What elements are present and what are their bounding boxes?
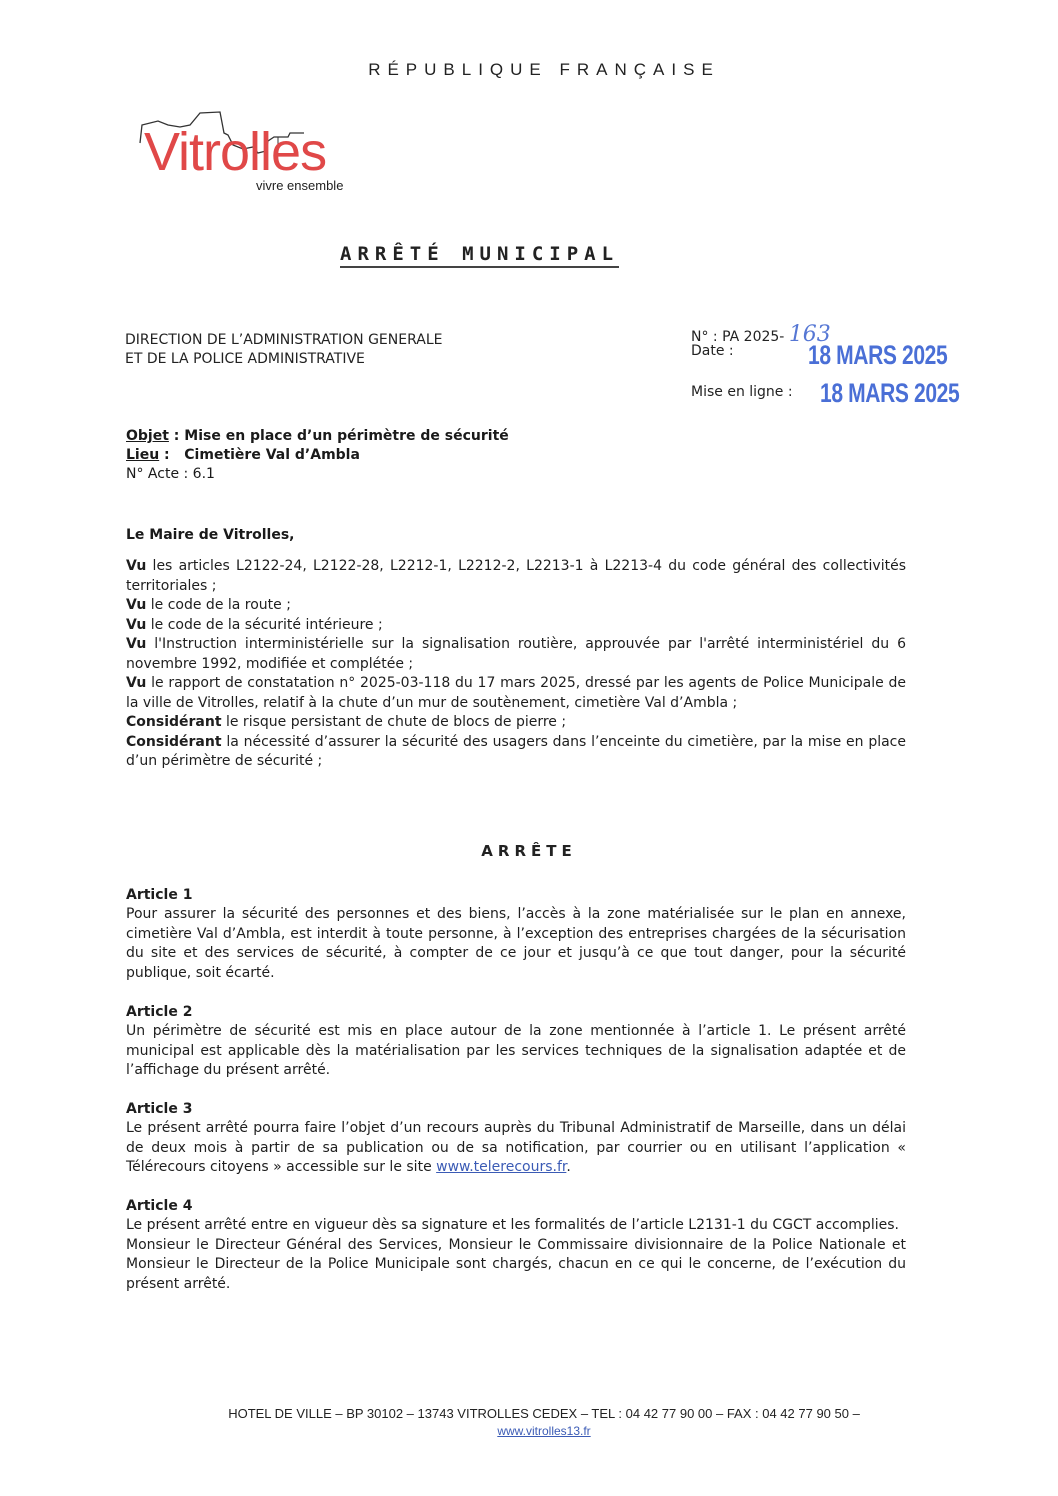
article-title: Article 1 (126, 887, 193, 903)
visa-item (126, 557, 906, 596)
date-stamp-wrap (808, 340, 987, 371)
logo-tagline: vivre ensemble (256, 178, 344, 193)
lieu-line (126, 446, 509, 465)
article-text-wrap (126, 1119, 906, 1178)
republique-francaise-header: RÉPUBLIQUE FRANÇAISE (368, 60, 720, 79)
visas-block (126, 557, 906, 772)
article-text-end: . (566, 1159, 571, 1175)
mise-en-ligne-label: Mise en ligne : (691, 384, 793, 400)
visa-item (126, 733, 906, 772)
arrete-heading: ARRÊTE (481, 842, 577, 860)
article-2 (126, 1003, 906, 1081)
acte-line: N° Acte : 6.1 (126, 466, 215, 482)
objet-line (126, 427, 509, 446)
article-title: Article 2 (126, 1004, 193, 1020)
article-1 (126, 886, 906, 983)
date-row (691, 343, 734, 359)
footer (0, 1405, 1058, 1440)
article-title: Article 4 (126, 1198, 193, 1214)
logo-wordmark: Vitrolles (144, 122, 327, 182)
visa-text: l'Instruction interministérielle sur la signalisation routière, approuvée par l'arrêté interministériel du 6 novembre 1992, modifiée et complétée ; (126, 636, 906, 672)
vitrolles-logo (128, 103, 388, 198)
visa-text: le risque persistant de chute de blocs de pierre ; (221, 714, 567, 730)
direction-line-1: DIRECTION DE L’ADMINISTRATION GENERALE (125, 332, 443, 348)
objet-block (126, 427, 509, 484)
visa-lead: Vu (126, 616, 147, 633)
visa-item (126, 674, 906, 713)
visa-text: le code de la sécurité intérieure ; (146, 616, 383, 633)
visa-text: les articles L2122-24, L2122-28, L2212-1, L2212-2, L2213-1 à L2213-4 du code général des collectivités territoriales ; (126, 558, 906, 594)
date-stamp: 18 MARS 2025 (808, 340, 948, 370)
lieu-value: : Cimetière Val d’Ambla (159, 447, 360, 463)
visa-text: le rapport de constatation n° 2025-03-118 du 17 mars 2025, dressé par les agents de Police Municipale de la ville de Vitrolles, relatif à la chute d’un mur de soutènement, cimetière Val d’Ambla ; (126, 675, 906, 711)
article-text: Le présent arrêté pourra faire l’objet d’un recours auprès du Tribunal Administratif de Marseille, dans un délai de deux mois à partir de sa publication ou de sa notification, par courrier ou en utilisant l’application « Télérecours citoyens » accessible sur le site (126, 1120, 906, 1175)
visa-text: le code de la route ; (146, 597, 291, 613)
numero-label: N° : PA 2025- (691, 329, 785, 345)
mise-en-ligne-stamp: 18 MARS 2025 (820, 378, 960, 408)
mise-en-ligne-stamp-wrap (820, 378, 999, 409)
maire-heading: Le Maire de Vitrolles, (126, 527, 295, 543)
visa-lead: Vu (126, 558, 147, 574)
document-title: ARRÊTÉ MUNICIPAL (340, 243, 619, 268)
visa-item (126, 616, 906, 636)
visa-lead: Vu (126, 636, 147, 652)
numero-handwritten: 163 (788, 322, 831, 347)
telerecours-link[interactable]: www.telerecours.fr (436, 1159, 567, 1175)
visa-lead: Vu (126, 597, 147, 613)
visa-lead: Considérant (126, 714, 222, 730)
visa-lead: Considérant (126, 733, 222, 750)
direction-block (125, 331, 442, 369)
visa-item (126, 713, 906, 733)
footer-website-link[interactable]: www.vitrolles13.fr (497, 1424, 591, 1438)
visa-lead: Vu (126, 675, 147, 691)
date-label: Date : (691, 343, 734, 359)
visa-text: la nécessité d’assurer la sécurité des usagers dans l’enceinte du cimetière, par la mise en place d’un périmètre de sécurité ; (126, 733, 906, 769)
article-3 (126, 1100, 906, 1178)
mise-en-ligne-row (691, 384, 793, 400)
article-text: Le présent arrêté entre en vigueur dès sa signature et les formalités de l’article L2131-1 du CGCT accomplies. (126, 1217, 899, 1233)
objet-label: Objet (126, 428, 169, 444)
footer-address: HOTEL DE VILLE – BP 30102 – 13743 VITROLLES CEDEX – TEL : 04 42 77 90 00 – FAX : 04 42 77 90 50 – (228, 1406, 860, 1421)
article-text: Pour assurer la sécurité des personnes et des biens, l’accès à la zone matérialisée sur le plan en annexe, cimetière Val d’Ambla, est interdit à toute personne, à l’exception des entreprises chargées de la sécurisation du site et des services de sécurité, à compter de ce jour et jusqu’à ce que tout danger, pour la sécurité publique, soit écarté. (126, 906, 906, 981)
visa-item (126, 596, 906, 616)
article-text-2: Monsieur le Directeur Général des Services, Monsieur le Commissaire divisionnaire de la Police Nationale et Monsieur le Directeur de la Police Municipale sont chargés, chacun en ce qui le concerne, de l’exécution du présent arrêté. (126, 1236, 906, 1292)
lieu-label: Lieu (126, 447, 160, 463)
article-4 (126, 1197, 906, 1294)
visa-item (126, 635, 906, 674)
direction-line-2: ET DE LA POLICE ADMINISTRATIVE (125, 351, 365, 367)
article-text: Un périmètre de sécurité est mis en place autour de la zone mentionnée à l’article 1. Le présent arrêté municipal est applicable dès la matérialisation par les services techniques de la signalisation adaptée et de l’affichage du présent arrêté. (126, 1023, 906, 1078)
article-title: Article 3 (126, 1101, 193, 1117)
objet-value: : Mise en place d’un périmètre de sécurité (168, 428, 509, 444)
